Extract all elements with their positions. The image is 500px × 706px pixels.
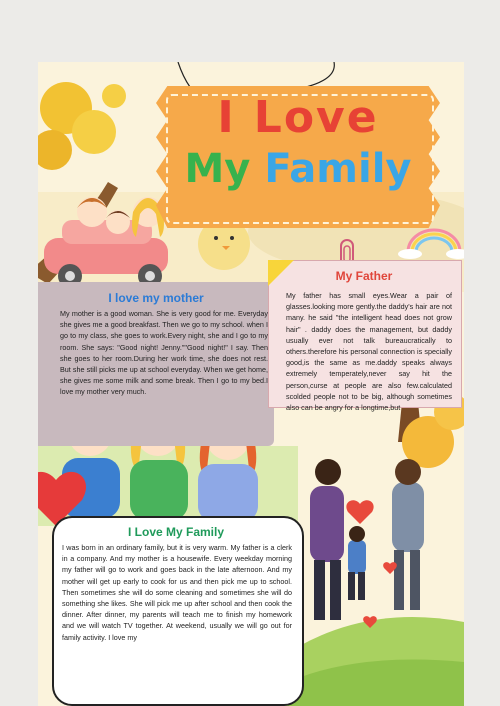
- title-word-love: Love: [253, 92, 379, 143]
- father-text: My father has small eyes.Wear a pair of glasses.looking more gently.the daddy's hair are not many. he said "the intelligent head does not grow hair" . daddy does the management, but daddy usually ever not talk bureaucratically to others.therefore his personal connection is specially good,is the same as me.daddy speaks always extremely temperately,never say hit the person,curse at people are also few.calculated scolded people not to be big, although sometimes also can be angry for a longtime,but: [286, 291, 452, 413]
- poster: [38, 62, 464, 706]
- page-title-line1: [156, 92, 440, 143]
- mother-heading: I love my mother: [108, 291, 204, 305]
- family-heading: I Love My Family: [127, 525, 225, 539]
- title-word-family: Family: [264, 146, 412, 192]
- title-word-i: I: [217, 92, 236, 143]
- page-title-line2: [156, 146, 440, 192]
- title-word-my: My: [184, 146, 251, 192]
- mother-text: My mother is a good woman. She is very good for me. Everyday she gives me a good breakfast. Then we go to my school. when I go to my class, she goes to work.Every night, she and I go to my room. She says: "Good night! Jenny.""Good night!" I say. Then she goes to her room.During her work time, she does not rest. But she still picks me up at school everyday. When we get home, she gives me some milk and some break. Then I go to my bed.I love my mother very much.: [60, 309, 268, 397]
- father-heading: My Father: [335, 269, 393, 283]
- family-text: I was born in an ordinary family, but it is very warm. My father is a clerk in a company. And my mother is a housewife. Every weekday morning my father will go to work and goes back in the late afternoon. And my mother will get up early to cook for us and then pick me up to school. Then sometimes she will do some cleaning and sometimes she will do something she likes. She will pick me up after school and then cook the dinner. After dinner, my parents will teach me to finish my homework and we will watch TV together. At weekend, usually we will go out for family activity. I love my: [62, 543, 292, 642]
